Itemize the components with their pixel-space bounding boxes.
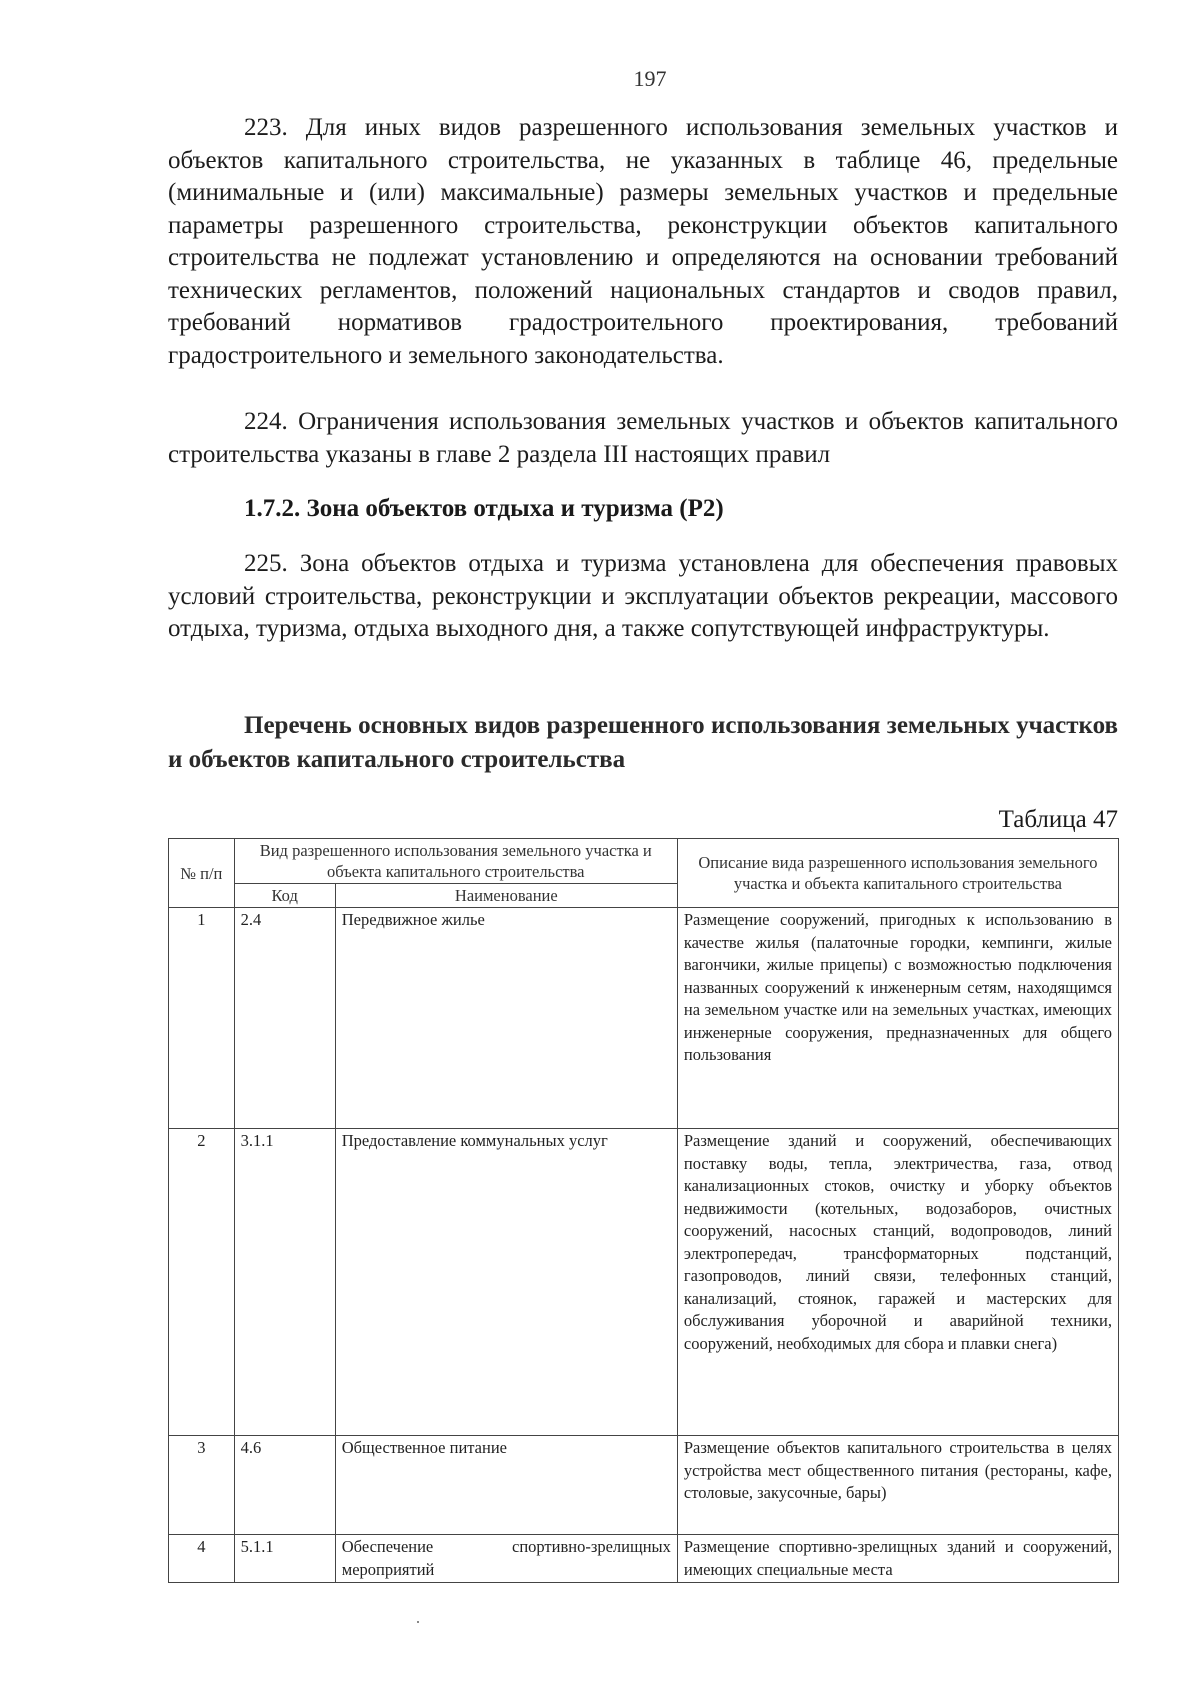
header-code: Код: [234, 884, 335, 908]
paragraph-224: 224. Ограничения использования земельных участков и объектов капитального строительства указаны в главе 2 раздела III настоящих правил: [168, 408, 1118, 468]
cell-description: Размещение объектов капитального строительства в целях устройства мест общественного питания (рестораны, кафе, столовые, закусочные, бары): [677, 1436, 1118, 1535]
table-row: [169, 1535, 1119, 1583]
cell-name: Передвижное жилье: [335, 908, 677, 1129]
section-heading: 1.7.2. Зона объектов отдыха и туризма (Р2): [244, 495, 724, 522]
table-header-row: [169, 839, 1119, 884]
cell-description: Размещение спортивно-зрелищных зданий и сооружений, имеющих специальные места: [677, 1535, 1118, 1583]
paragraph-224-block: [168, 406, 1118, 471]
paragraph-223: 223. Для иных видов разрешенного использования земельных участков и объектов капитального строительства, не указанных в таблице 46, предельные (минимальные и (или) максимальные) размеры земельных участков и предельные параметры разрешенного строительства, реконструкции объектов капитального строительства не подлежат установлению и определяются на основании требований технических регламентов, положений национальных стандартов и сводов правил, требований нормативов градостроительного проектирования, требований градостроительного и земельного законодательства.: [168, 114, 1118, 369]
table-row: [169, 1129, 1119, 1436]
header-kind-group: Вид разрешенного использования земельного участка и объекта капитального строительства: [234, 839, 677, 884]
header-name: Наименование: [335, 884, 677, 908]
paragraph-225-block: [168, 548, 1118, 646]
cell-description: Размещение зданий и сооружений, обеспечивающих поставку воды, тепла, электричества, газа, отвод канализационных стоков, очистку и уборку объектов недвижимости (котельных, водозаборов, очистных сооружений, насосных станций, водопроводов, линий электропередач, трансформаторных подстанций, газопроводов, линий связи, телефонных станций, канализаций, стоянок, гаражей и мастерских для обслуживания уборочной и аварийной техники, сооружений, необходимых для сбора и плавки снега): [677, 1129, 1118, 1436]
table-row: [169, 1436, 1119, 1535]
page-number: 197: [633, 66, 667, 91]
scan-speck: [417, 1621, 419, 1623]
land-use-table: [168, 838, 1119, 1583]
cell-num: 1: [169, 908, 235, 1129]
cell-name: Предоставление коммунальных услуг: [335, 1129, 677, 1436]
header-num: № п/п: [169, 839, 235, 908]
header-description: Описание вида разрешенного использования земельного участка и объекта капитального строительства: [677, 839, 1118, 908]
cell-name: Общественное питание: [335, 1436, 677, 1535]
paragraph-225: 225. Зона объектов отдыха и туризма установлена для обеспечения правовых условий строительства, реконструкции и эксплуатации объектов рекреации, массового отдыха, туризма, отдыха выходного дня, а также сопутствующей инфраструктуры.: [168, 550, 1118, 642]
cell-code: 4.6: [234, 1436, 335, 1535]
cell-name: Обеспечение спортивно-зрелищных мероприятий: [335, 1535, 677, 1583]
table-title: Перечень основных видов разрешенного использования земельных участков и объектов капитального строительства: [168, 712, 1118, 773]
cell-code: 5.1.1: [234, 1535, 335, 1583]
cell-code: 2.4: [234, 908, 335, 1129]
cell-code: 3.1.1: [234, 1129, 335, 1436]
cell-num: 4: [169, 1535, 235, 1583]
table-row: [169, 908, 1119, 1129]
cell-num: 2: [169, 1129, 235, 1436]
paragraph-223-block: [168, 112, 1118, 372]
table-label: Таблица 47: [998, 806, 1118, 833]
cell-num: 3: [169, 1436, 235, 1535]
cell-description: Размещение сооружений, пригодных к использованию в качестве жилья (палаточные городки, кемпинги, жилые вагончики, жилые прицепы) с возможностью подключения названных сооружений к инженерным сетям, находящимся на земельном участке или на земельных участках, имеющих инженерные сооружения, предназначенных для общего пользования: [677, 908, 1118, 1129]
